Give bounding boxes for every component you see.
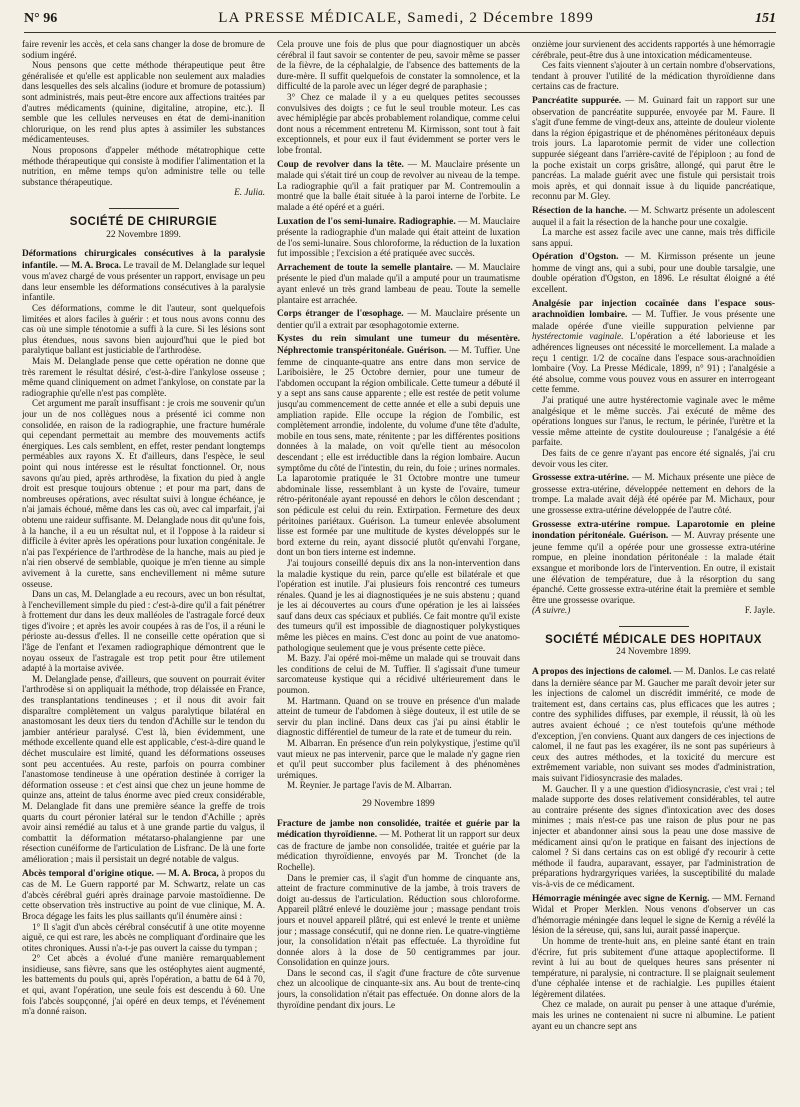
paragraph: Chez ce malade, on aurait pu penser à une attaque d'urémie, mais les urines ne contenaient ni sucre ni albumine. Le patient ayant eu un chancre sept ans bbox=[532, 999, 775, 1031]
paragraph: onzième jour survienent des accidents rapportés à une hémorragie cérébrale, peut-être dus à une intoxication médicamenteuse. bbox=[532, 39, 775, 60]
article-title: Luxation de l'os semi-lunaire. Radiographie. bbox=[277, 216, 456, 227]
paragraph: J'ai toujours conseillé depuis dix ans la non-intervention dans la maladie kystique du rein, parce qu'elle est bilatérale et que l'opération est inutile. J'ai plusieurs fois rencontré ces tumeurs rénales. Quand je les ai diagnostiquées je ne suis abstenu ; quand je les ai découvertes au cours d'une opération je les ai laissées sauf dans deux cas spéciaux et publiés. Ce fait montre qu'il existe des tumeurs qu'il est impossible de diagnostiquer polykystiques même les pièces en mains. C'est donc au point de vue anatomo-pathologique seulement que je vous présente cette pièce. bbox=[277, 557, 520, 653]
article-text: — M. Michaux présente une pièce de grossesse extra-utérine, développée nettement en dehors de la trompe. La malade avait déjà été opérée par M. Michaux, pour une grossesse extra-utérine développée de l'autre côté. bbox=[532, 472, 775, 515]
paragraph: Dans le premier cas, il s'agit d'un homme de cinquante ans, atteint de fracture comminutive de la jambe, à trois travers de doigt au-dessus de l'articulation. Réduction sous chloroforme. Appareil plâtré enlevé le douzième jour ; massage pendant trois jours et nouvel appareil plâtré, qui est enlevé le trente et unième jour ; massage consécutif, qui ne donne rien. Le quatre-vingtième jour, la consolidation n'était pas effectuée. La thyroïdine fut donnée alors à la dose de 50 centigrammes par jour. Consolidation en quinze jours. bbox=[277, 872, 520, 968]
article-text: . L'opération a été laborieuse et les adhérences ligneuses ont nécessité le morcellement. La malade a reçu 1 centigr. 1/2 de cocaïne dans l'espace sous-arachnoïdien lombaire (Voy. La Presse Médicale, 1899, n° 91) ; l'analgésie a été absolue, comme vous pouvez vous en assurer en interrogeant cette femme. bbox=[532, 331, 775, 395]
paragraph: Ces déformations, comme le dit l'auteur, sont quelquefois limitées et alors faciles à guérir : et tous nous avons connu des cas où une simple ténotomie a suffi à la cure. Si les lésions sont plus étendues, nous savons bien aujourd'hui que le pied bot paralytique ballant est justiciable de l'arthrodèse. bbox=[22, 303, 265, 356]
paragraph: M. Bazy. J'ai opéré moi-même un malade qui se trouvait dans les conditions de celui de M. Tuffier. Il s'agissait d'une tumeur sarcomateuse kystique qui a récidivé ultérieurement dans le poumon. bbox=[277, 653, 520, 696]
section-date: 24 Novembre 1899. bbox=[616, 647, 691, 658]
article-title: Opération d'Ogston. bbox=[532, 252, 619, 263]
article-title: Pancréatite suppurée. bbox=[532, 95, 622, 106]
article-text: — M. Danlos. Le cas relaté dans la dernière séance par M. Gaucher me paraît devoir jeter sur les injections de calomel un discrédit immérité, ce mode de traitement est, dans certains cas, plus efficaces que les autres ; contre des syphilides diffuses, par exemple, il réussit, là où les autres avaient échoué ; ce n'est toutefois qu'une méthode d'exception, j'en conviens. Quant aux dangers de ces injections de calomel, il ne faut pas les exagérer, ils ne sont pas supérieurs à ceux des autres méthodes, et la toxicité du mercure est extrêmement variable, non suivant ses modes d'administration, mais suivant l'idiosyncrasie des malades. bbox=[532, 666, 775, 783]
article-text: — M. Schwartz présente un adolescent auquel il a fait la résection de la hanche pour une coxalgie. bbox=[532, 204, 775, 227]
signature: E. Julia. bbox=[234, 187, 265, 198]
paragraph: Dans un cas, M. Delanglade a eu recours, avec un bon résultat, à l'enchevillement simple du pied : c'est-à-dire qu'il a fait pénétrer à frottement dur dans les deux malléoles de l'astragale forcé deux tiges d'ivoire ; et après les avoir coupées à ras de l'os, il a réuni le périoste au-dessus d'elles. Il ne conseille cette opération que si l'âge de l'enfant et l'examen radiographique démontrent que le noyau osseux de l'astragale est trop petit pour être utilement adapté à la mortaise avivée. bbox=[22, 589, 265, 674]
article-text: — M. Guinard fait un rapport sur une observation de pancréatite suppurée, envoyée par M. Faure. Il s'agit d'une femme de vingt-deux ans, atteinte de douleur violente dans la région épigastrique et de phénomènes péritonéaux depuis trois jours. La laparotomie permit de vider une collection suppurée siégeant dans l'arrière-cavité de l'épiploon ; au fond de la poche existait un corps grisâtre, allongé, qui parut être le pancréas. La malade guérit avec une fistule qui persistait trois mois après, et qui donnait issue à du liquide pancréatique, reconnu par M. Gley. bbox=[532, 94, 775, 202]
article-title: Grossesse extra-utérine. bbox=[532, 473, 629, 484]
section-date: 22 Novembre 1899. bbox=[106, 229, 181, 240]
paragraph: 3° Chez ce malade il y a eu quelques petites secousses convulsives des doigts ; ce fut le seul trouble moteur. Les cas avec hémiplégie par abcès probablement rolandique, comme celui dont nous a récemment entretenu M. Kirmisson, sont tout à fait exceptionnels, et pour eux il faut évidemment se porter vers le lobe frontal. bbox=[277, 91, 520, 155]
article-text: — M. Kirmisson présente un jeune homme de vingt ans, qui a subi, pour une double tarsalgie, une double opération d'Ogston, en 1896. Le résultat éloigné a été excellent. bbox=[532, 251, 775, 295]
section-date: 29 Novembre 1899 bbox=[362, 798, 435, 809]
paragraph: M. Albarran. En présence d'un rein polykystique, j'estime qu'il vaut mieux ne pas intervenir, parce que le malade n'y gagne rien et qu'il peut succomber plus facilement à des phénomènes urémiques. bbox=[277, 738, 520, 780]
article-title: Arrachement de toute la semelle plantaire. bbox=[277, 262, 453, 273]
article-title: Résection de la hanche. bbox=[532, 205, 627, 216]
paragraph: Ces faits viennent s'ajouter à un certain nombre d'observations, tendant à prouver l'utilité de la médication thyroïdienne dans certains cas de fracture. bbox=[532, 60, 775, 92]
paragraph: J'ai pratiqué une autre hystérectomie vaginale avec le même analgésique et le même succès. J'ai exécuté de même des opérations longues sur l'anus, le rectum, le périnée, l'urètre et la vessie même atteinte de cystite douloureuse ; l'analgésie a été parfaite. bbox=[532, 395, 775, 448]
article-emphasis: hystérectomie vaginale bbox=[532, 331, 622, 342]
article-title: Kystes du rein simulant une tumeur du mésentère. Néphrectomie transpéritonéale. Guérison. bbox=[277, 334, 520, 357]
column-3 bbox=[532, 39, 775, 1107]
section-title: SOCIÉTÉ MÉDICALE DES HOPITAUX bbox=[545, 633, 762, 646]
paragraph: Cet argument me paraît insuffisant : je crois me souvenir qu'un jour un de nos collègues nous a présenté ici comme non consolidée, en raison de la radiographie, une fracture humérale qui cependant permettait au membre des mouvements actifs énergiques. Les cals semblent, en effet, rester pendant longtemps perméables aux rayons X. Et d'ailleurs, dans l'espèce, le seul point qui nous intéresse est le résultat fonctionnel. Or, nous savons qu'au pied, après arthrodèse, la fixation du pied à angle droit est presque toujours obtenue ; et pour ma part, dans de nombreuses opérations, avec résultat suivi à longue échéance, je n'ai jamais échoué, même dans les cas où, avec cal imparfait, j'ai obtenu une raideur suffisante. M. Delanglade nous dit qu'une fois, à la hanche, il a eu un résultat nul, et il l'oppose à la raideur si difficile à éviter après les opérations pour luxation congénitale. Je n'ai pas l'expérience de l'arthrodèse de la hanche, mais au pied je n'ai rien observé de semblable, quoique je m'en tienne au simple avivement à la curette, sans enchevillement ni même suture osseuse. bbox=[22, 398, 265, 589]
paragraph: Des faits de ce genre n'ayant pas encore été signalés, j'ai cru devoir vous les citer. bbox=[532, 447, 775, 469]
page-header bbox=[24, 10, 776, 33]
article-title: Déformations chirurgicales consécutives à la paralysie infantile. bbox=[22, 249, 265, 271]
article-title: Corps étranger de l'œsophage. bbox=[277, 309, 404, 320]
paragraph: 1° Il s'agit d'un abcès cérébral consécutif à une otite moyenne aiguë, ce qui est rare, les abcès ne compliquant d'ordinaire que les otites chroniques. Aussi n'a-t-je pas ouvert la caisse du tympan ; bbox=[22, 921, 265, 953]
article-text: — M. Mauclaire présente un malade qui s'était tiré un coup de revolver au niveau de la tempe. La radiographie qu'il a fait pratiquer par M. Contremoulin a montré que la balle était située à la paroi interne de l'orbite. Le malade a été opéré et a guéri. bbox=[277, 158, 520, 212]
article-text: — MM. Fernand Widal et Proper Merklen. Nous venons d'observer un cas d'hémorragie méningée dans lequel le signe de Kernig a révélé la lésion de la séreuse, qui, sans lui, aurait passé inaperçue. bbox=[532, 892, 775, 936]
article-text: — M. Tuffier. Je vous présente une malade opérée d'une vieille suppuration pelvienne par bbox=[532, 309, 775, 331]
article-title: Grossesse extra-utérine rompue. Laparotomie en pleine inondation péritonéale. Guérison. bbox=[532, 519, 775, 542]
article-text: — M. Mauclaire présente un dentier qu'il a extrait par œsophagotomie externe. bbox=[277, 308, 520, 330]
article-text: à propos du cas de M. Le Guern rapporté par M. Schwartz, relate un cas d'abcès cérébral guéri après drainage parvoie mastoïdienne. De cette observation très instructive au point de vue clinique, M. A. Broca dégage les faits les plus saillants qu'il énumère ainsi : bbox=[22, 867, 265, 921]
divider bbox=[109, 208, 179, 209]
paragraph: Nous pensons que cette méthode thérapeutique peut être généralisée et qu'elle est applicable non seulement aux maladies dans lesquelles des sels alcalins (iodure et bromure de potassium) sont administrés, mais peut-être encore aux affections traitées par d'autres médicaments (quinine, digitaline, atropine, etc.). Il semble que les cellules nerveuses en état de demi-inanition chlorurique, on les rend plus aptes à assimiler les substances médicamenteuses. bbox=[22, 60, 265, 145]
issue-number: N° 96 bbox=[24, 11, 58, 26]
article-title: Coup de revolver dans la tête. bbox=[277, 159, 404, 170]
article-title: Hémorragie méningée avec signe de Kernig. bbox=[532, 893, 710, 904]
section-title: SOCIÉTÉ DE CHIRURGIE bbox=[69, 215, 218, 228]
article-text: — M. Potherat lit un rapport sur deux cas de fracture de jambe non consolidée, traitée et guérie par la médication thyroïdienne, envoyés par M. Tronchet (de la Rochelle). bbox=[277, 829, 520, 872]
paragraph: Un homme de trente-huit ans, en pleine santé étant en train d'écrire, fut pris subitement d'une attaque apoplectiforme. Il revint à lui au bout de quelques heures sans présenter ni température, ni paralysie, ni contracture. Il se plaignait seulement d'une céphalée intense et de rachialgie. Les pupilles étaient légèrement dilatées. bbox=[532, 935, 775, 999]
column-1 bbox=[22, 39, 265, 1107]
paragraph: faire revenir les accès, et cela sans changer la dose de bromure de sodium ingéré. bbox=[22, 39, 265, 60]
columns bbox=[22, 39, 778, 1107]
article-text: Le travail de M. Delanglade sur lequel vous m'avez chargé de vous présenter un rapport, envisage un peu dans leur ensemble les déformations consécutives à la paralysie infantile. bbox=[22, 259, 265, 303]
paragraph: M. Reynier. Je partage l'avis de M. Albarran. bbox=[287, 780, 452, 791]
signature: F. Jayle. bbox=[744, 605, 775, 616]
article-title: Analgésie par injection cocaïnée dans l'espace sous-arachnoïdien lombaire. bbox=[532, 298, 775, 321]
article-text: — M. Mauclaire présente la radiographie d'un malade qui était atteint de luxation de l'os semi-lunaire. Sous chloroforme, la réduction de la luxation fut impossible ; l'excision a été pratiquée avec succès. bbox=[277, 215, 520, 259]
paragraph: La marche est assez facile avec une canne, mais très difficile sans appui. bbox=[532, 227, 775, 248]
paragraph: Mais M. Delanglade pense que cette opération ne donne que très rarement le résultat désiré, c'est-à-dire l'ankylose osseuse ; même quand cliniquement on admet l'ankylose, on constate par la radiographie qu'elle n'est pas complète. bbox=[22, 356, 265, 398]
article-text: — M. Mauclaire présente le pied d'un malade qu'il a amputé pour un traumatisme ayant enlevé un très grand lambeau de peau. Toute la semelle plantaire est arrachée. bbox=[277, 261, 520, 305]
to-be-continued: (A suivre.) bbox=[532, 605, 571, 616]
page-number: 151 bbox=[754, 11, 776, 26]
paragraph: 2° Cet abcès a évolué d'une manière remarquablement insidieuse, sans fièvre, sans que les ostéophytes aient augmenté, les battements du pouls qui, après l'opération, a battu de 64 à 70, et qui, avant l'opération, une seule fois est descendu à 60. Une fois l'abcès soupçonné, j'ai opéré en deux temps, et l'événement m'a donné raison. bbox=[22, 953, 265, 1017]
article-author: — M. A. Broca. bbox=[57, 259, 122, 270]
paragraph: Nous proposons d'appeler méthode métatrophique cette méthode thérapeutique qui consiste à modifier l'alimentation et la nutrition, en même temps qu'on administre telle ou telle substance thérapeutique. bbox=[22, 144, 265, 187]
paragraph: M. Delanglade pense, d'ailleurs, que souvent on pourrait éviter l'arthrodèse si on appliquait la méthode, trop délaissée en France, des transplantations tendineuses ; et il nous dit avoir fait disparaître complètement un valgus paralytique bilatéral en anastomosant les deux tiers du tendon d'Achille sur le tendon du jambier antérieur paralysé. C'est là, bien évidemment, une méthode excellente quand elle est applicable, c'est-à-dire quand le déchet musculaire est limité, quand les déformations osseuses sont peu accentuées. Au reste, parfois on pourra combiner l'anastomose tendineuse à une opération destinée à corriger la déformation osseuse : et c'est ainsi que chez un jeune homme de quinze ans, atteint de talus énorme avec pied creux considérable, M. Delanglade fit dans une première séance la greffe de trois quarts du court péronier latéral sur le tendon d'Achille ; après avoir ainsi remédié au talus et à une grande partie du valgus, il combattit la déformation métatarso-phalangienne par une résection cunéiforme de l'articulation de Lisfranc. De là une forte amélioration ; mais il persistait un degré notable de valgus. bbox=[22, 673, 265, 864]
divider bbox=[619, 626, 689, 627]
newspaper-title: LA PRESSE MÉDICALE, Samedi, 2 Décembre 1899 bbox=[218, 10, 594, 26]
article-text: — M. Auvray présente une jeune femme qu'il a opérée pour une grossesse extra-utérine rompue, en pleine inondation péritonéale : la malade était exsangue et moribonde lors de l'intervention. En outre, il existait une élévation de température, due à la résorption du sang épanché. Cette grossesse extra-utérine était la première et semble être une grossesse ovarique. bbox=[532, 530, 775, 605]
paragraph: Cela prouve une fois de plus que pour diagnostiquer un abcès cérébral il faut savoir se contenter de peu, savoir même se passer de la fièvre, de la céphalalgie, de l'absence des battements de la dure-mère. Il suffit quelquefois de constater la somnolence, et la difficulté de la parole avec un léger degré de paraphasie ; bbox=[277, 39, 520, 92]
paragraph: M. Gaucher. Il y a une question d'idiosyncrasie, c'est vrai ; tel malade supporte des doses relativement considérables, tel autre au contraire présente des signes d'intoxication avec des doses minimes ; mais n'est-ce pas une raison de plus pour ne pas injecter et abandonner ainsi sous la peau une dose massive de médicament ainsi qu'on le pratique en faisant des injections de calomel ? Si dans certains cas on est obligé d'y recourir à cette méthode il faudra, auparavant, essayer, par l'administration de préparations hydrargyriques variées, la susceptibilité du malade vis-à-vis de ce médicament. bbox=[532, 783, 775, 889]
column-2 bbox=[277, 39, 520, 1107]
article-title: Fracture de jambe non consolidée, traitée et guérie par la médication thyroïdienne. bbox=[277, 818, 520, 841]
article-author: — M. A. Broca, bbox=[153, 867, 219, 878]
signature-line bbox=[532, 605, 775, 616]
paragraph: M. Hartmann. Quand on se trouve en présence d'un malade atteint de tumeur de l'abdomen à siège douteux, il est utile de se servir du plan incliné. Dans deux cas j'ai pu ainsi établir le diagnostic différentiel de tumeur de la rate et de tumeur du rein. bbox=[277, 695, 520, 738]
article-text: — M. Tuffier. Une femme de cinquante-quatre ans entre dans mon service de Lariboisière, le 25 Octobre dernier, pour une tumeur de l'abdomen occupant la région ombilicale. Cette tumeur a débuté il y a sept ans sans cause apparente ; elle est restée de petit volume jusqu'au commencement de cette année et elle a subi depuis une ampliation rapide. Elle occupe la région de l'ombilic, est complètement arrondie, indolente, du volume d'une tête d'adulte, mobile en tous sens, mate, rénitente ; par les différentes positions données à la malade, on voit qu'elle tient au mésocolon descendant ; elle est irréductible dans la région lombaire. Aucun symptôme du côté de l'intestin, du rein, du foie ; urines normales. La laparotomie pratiquée le 31 Octobre montre une tumeur abdominale lisse, ressemblant à un kyste de l'ovaire, tumeur rétro-péritonéale ayant repoussé en dehors le côlon descendant ; son pédicule est celui du rein. Extirpation. Fermeture des deux péritoines pariétaux. Guérison. La tumeur enlevée absolument lisse est formée par une multitude de kystes développés sur le bord externe du rein, ayant dissocié plutôt qu'envahi l'organe, dont un bon tiers interne est indemne. bbox=[277, 345, 520, 558]
article-title: A propos des injections de calomel. bbox=[532, 667, 672, 678]
paragraph: Dans le second cas, il s'agit d'une fracture de côte survenue chez un alcoolique de cinquante-six ans. Au bout de trente-cinq jours, la consolidation n'était pas effectuée. On donne alors de la thyroïdine pendant dix jours. Le bbox=[277, 967, 520, 1010]
article-title: Abcès temporal d'origine otique. bbox=[22, 868, 154, 879]
